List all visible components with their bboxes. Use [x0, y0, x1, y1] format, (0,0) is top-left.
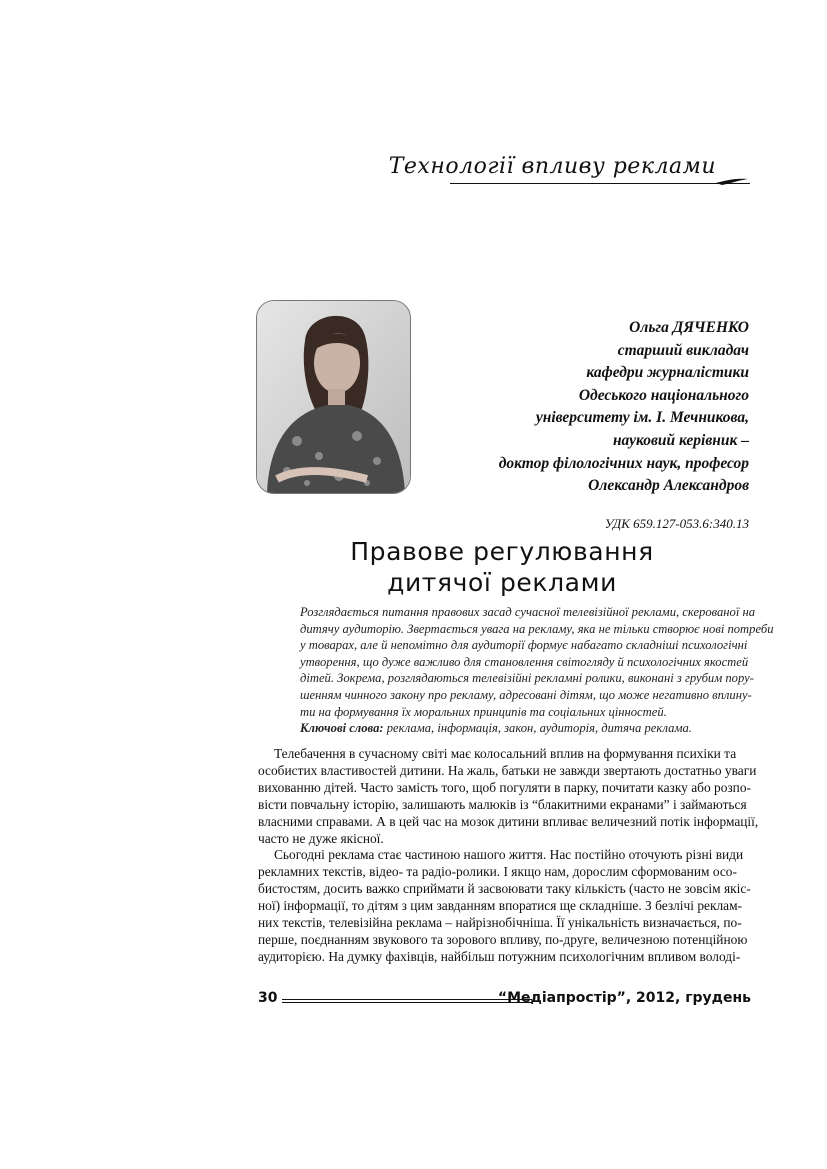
paragraph-line: перше, поєднанням звукового та зорового впливу, по-друге, величезною потенційною [258, 931, 748, 947]
abstract-line: у товарах, але й непомітно для аудиторії формує набагато складніші психологічні [300, 638, 748, 653]
section-header-rule [450, 183, 750, 184]
abstract-line: дітей. Зокрема, розглядаються телевізійні рекламні ролики, виконані з грубим пору- [300, 671, 754, 686]
author-university: Одеського національного [578, 386, 749, 404]
author-position: старший викладач [617, 341, 749, 359]
udk-code: УДК 659.127-053.6:340.13 [604, 516, 749, 531]
footer-rule [282, 1002, 532, 1003]
paragraph-line: них текстів, телевізійна реклама – найрізнобічніша. Її унікальність визначається, по- [258, 915, 742, 931]
abstract-line: дитячу аудиторію. Звертається увага на рекламу, яка не тільки створює нові потреби [300, 621, 774, 636]
paragraph-line: бистостям, досить важко сприймати й засвоювати таку кількість (часто не зовсім якіс- [258, 881, 751, 897]
author-name: Ольга ДЯЧЕНКО [629, 319, 749, 336]
paragraph-line: ної) інформації, то дітям з цим завданням впоратися ще складніше. З безлічі реклам- [258, 898, 743, 914]
paragraph-line: вісти повчальну історію, залишають малюків із “блакитними екранами” і займаються [258, 796, 747, 812]
article-title-line: Правове регулювання [350, 537, 654, 566]
page-number: 30 [258, 990, 278, 1006]
article-title [268, 536, 736, 598]
paragraph-line: особистих властивостей дитини. На жаль, батьки не завжди звертають достатньо уваги [258, 762, 757, 778]
author-department: кафедри журналістики [586, 364, 749, 382]
swash-ornament-icon [714, 166, 750, 188]
page-footer [258, 990, 751, 1014]
footer-rule [282, 999, 532, 1000]
paragraph-line: аудиторією. На думку фахівців, найбільш потужним психологічним впливом володі- [258, 948, 741, 964]
journal-info: “Медіапростір”, 2012, грудень [497, 990, 751, 1006]
keywords [300, 720, 750, 737]
author-university-name: університету ім. І. Мечникова, [535, 409, 749, 427]
body-text [258, 746, 759, 966]
paragraph-line: вихованню дітей. Часто замість того, щоб погуляти в парку, почитати казку або розпо- [258, 779, 751, 795]
abstract-line: утворення, що дуже важливо для становлення світогляду й психологічних якостей [300, 654, 749, 669]
supervisor-name: Олександр Александров [588, 477, 749, 495]
abstract [300, 604, 774, 737]
abstract-line: ти на формування їх моральних принципів та соціальних цінностей. [300, 704, 667, 719]
author-info [429, 317, 749, 498]
paragraph-line: Телебачення в сучасному світі має колосальний вплив на формування психіки та [274, 746, 737, 761]
abstract-line: шенням чинного закону про рекламу, адресовані дітям, що може негативно вплину- [300, 687, 752, 702]
supervisor-degree: доктор філологічних наук, професор [498, 454, 749, 472]
supervisor-role: науковий керівник – [612, 431, 749, 449]
abstract-line: Розглядається питання правових засад сучасної телевізійної реклами, скерованої на [300, 605, 756, 619]
paragraph-line: Сьогодні реклама стає частиною нашого життя. Нас постійно оточують різні види [274, 847, 744, 863]
article-title-line: дитячої реклами [387, 568, 617, 597]
section-title: Технології впливу реклами [388, 154, 716, 179]
keywords-label: Ключові слова: [300, 721, 384, 736]
section-header [388, 150, 750, 190]
paragraph-line: рекламних текстів, відео- та радіо-ролики. І якщо нам, дорослим сформованим осо- [258, 864, 737, 880]
paragraph-line: власними справами. А в цей час на мозок дитини впливає величезний потік інформації, [258, 813, 759, 829]
paragraph-line: часто не дуже якісної. [258, 830, 384, 846]
keywords-list: реклама, інформація, закон, аудиторія, дитяча реклама. [383, 721, 692, 736]
author-photo [256, 300, 411, 494]
